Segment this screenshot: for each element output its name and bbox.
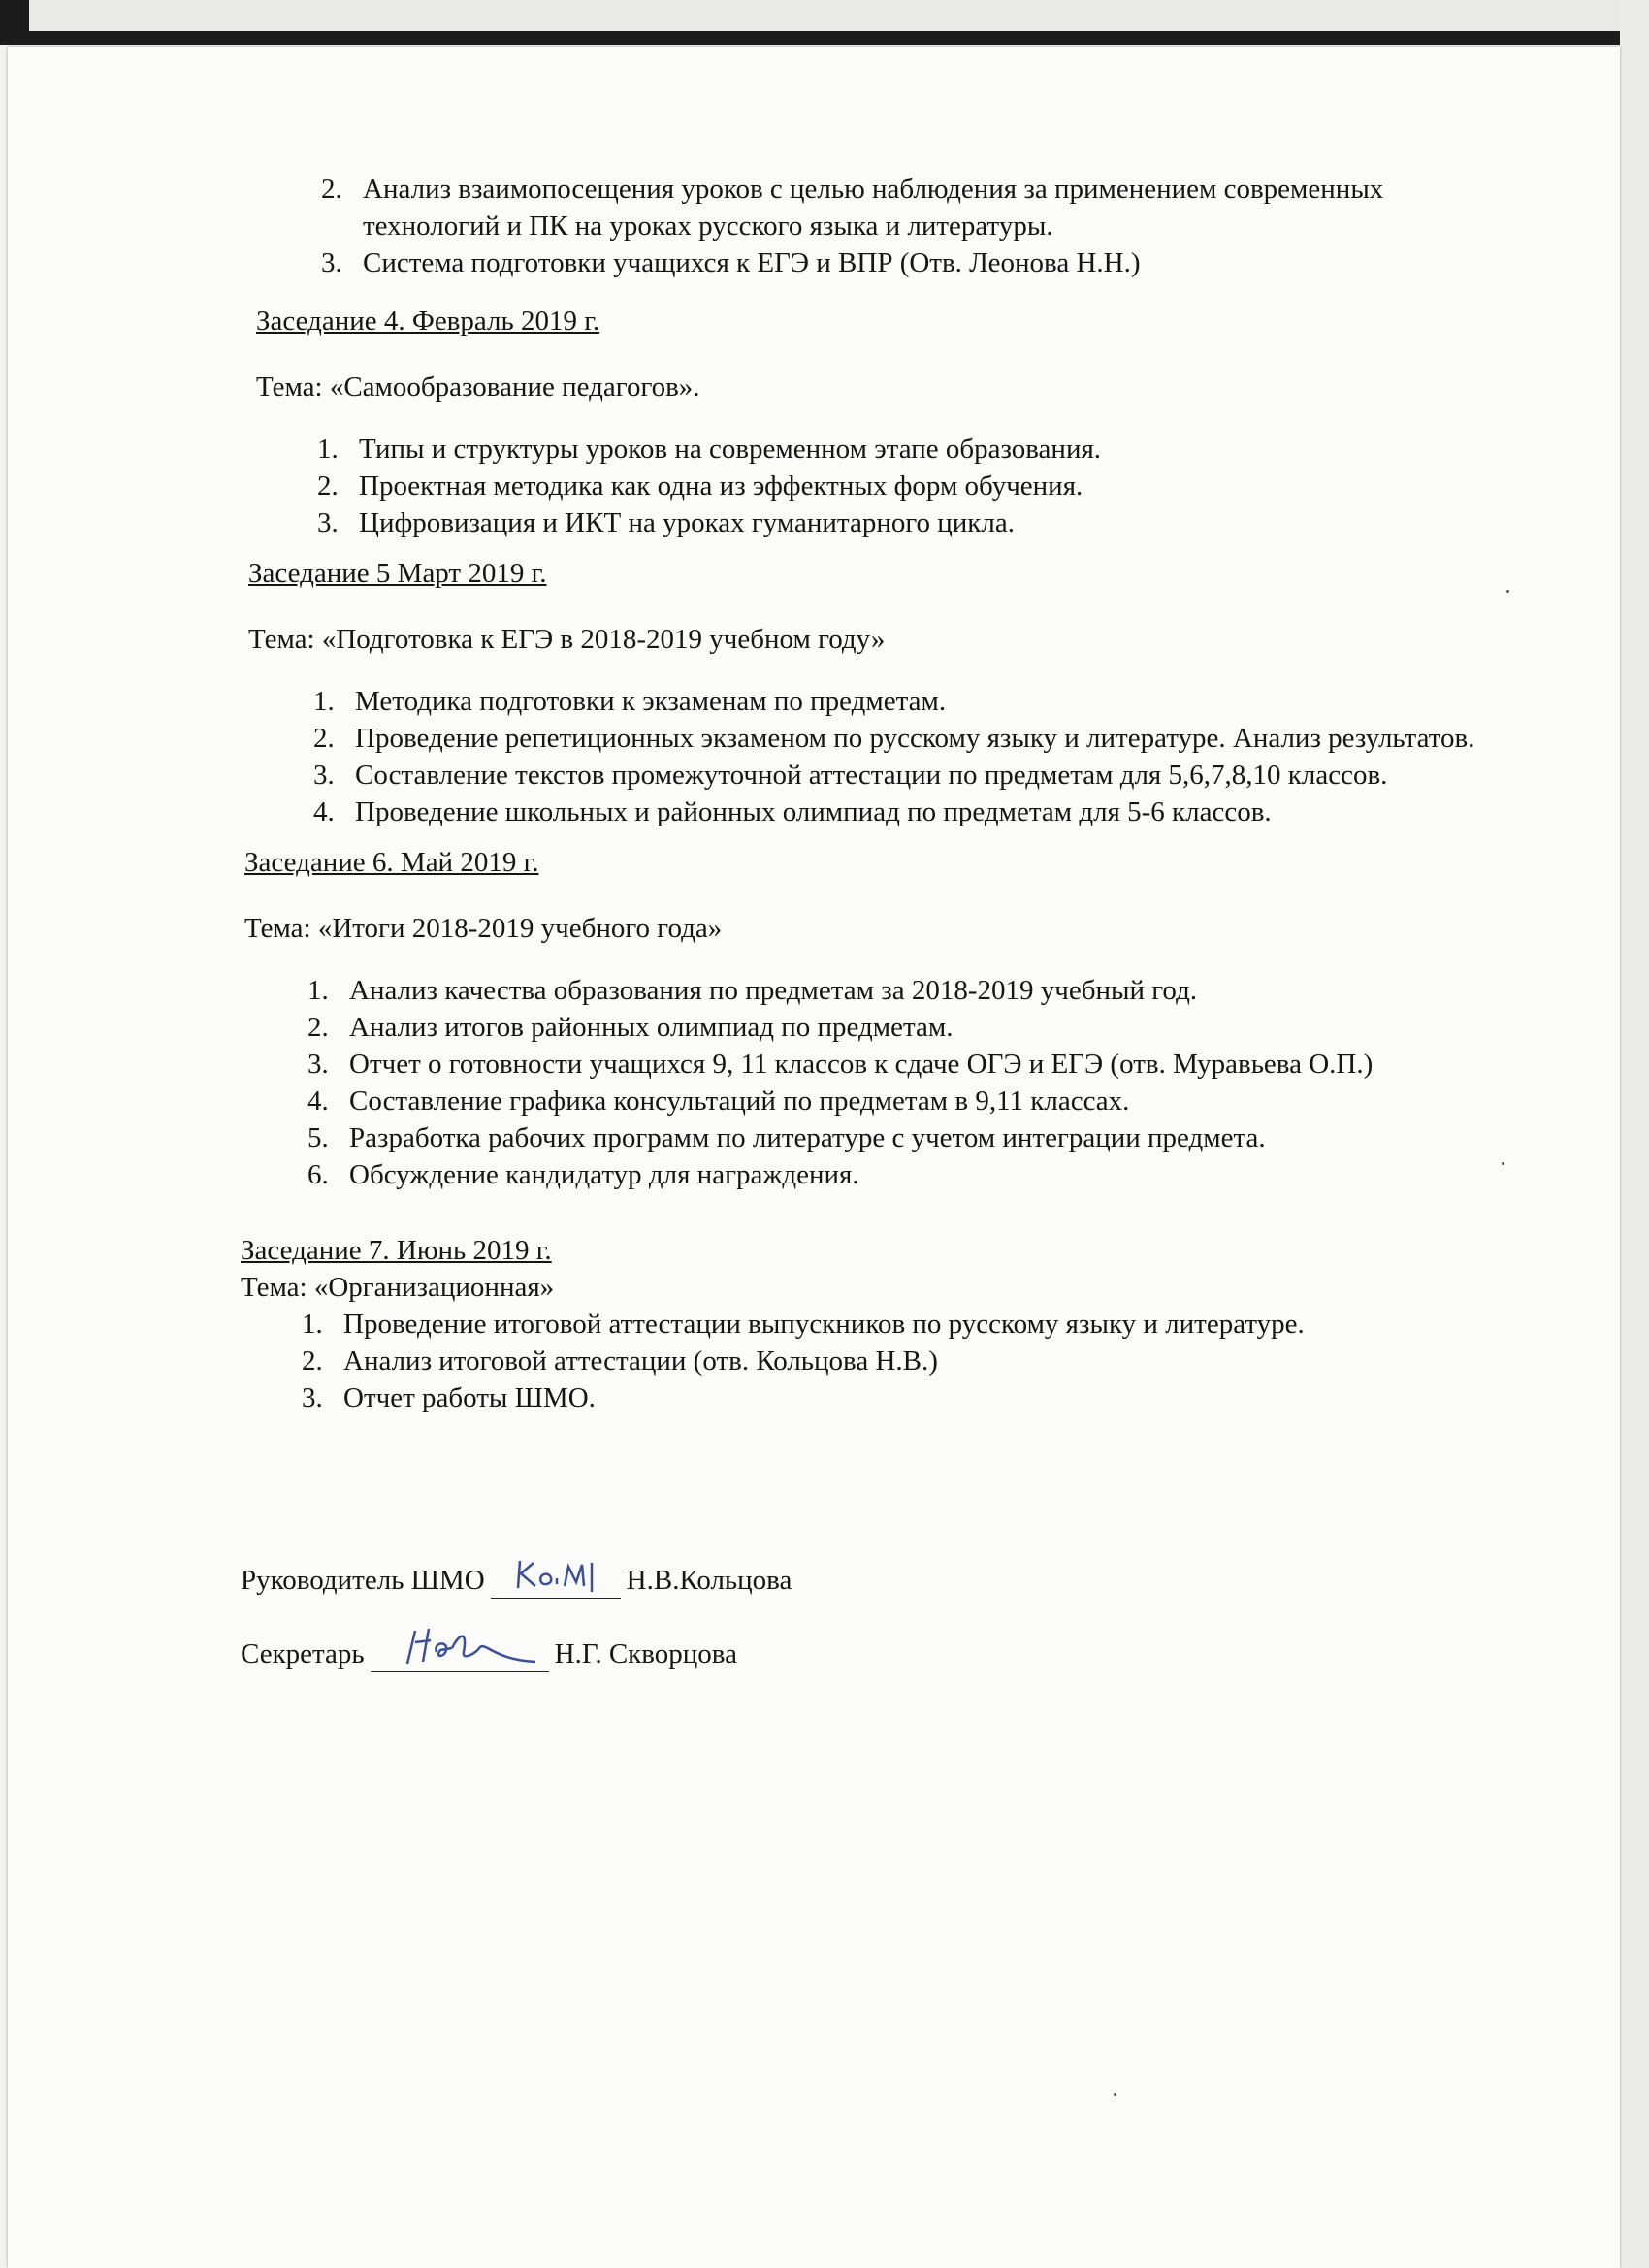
signature-handwritten-head: [491, 1565, 621, 1599]
meeting-topic: Тема: «Самообразование педагогов».: [256, 372, 700, 403]
scan-speck: [1502, 1162, 1504, 1165]
list-item: 2. Проектная методика как одна из эффектных форм обучения.: [345, 468, 1488, 504]
meeting-agenda: [235, 683, 1488, 830]
scan-border-top: [0, 0, 1649, 45]
scan-border-right: [1620, 0, 1649, 2268]
signature-handwritten-secretary: [371, 1638, 549, 1672]
list-item: 2. Анализ взаимопосещения уроков с целью наблюдения за применением современных технологий и ПК на уроках русского языка и литературы.: [349, 171, 1488, 244]
meeting-heading: Заседание 7. Июнь 2019 г.: [241, 1235, 552, 1266]
signature-name: Н.Г. Скворцова: [554, 1638, 737, 1669]
list-item: 3. Составление текстов промежуточной аттестации по предметам для 5,6,7,8,10 классов.: [341, 757, 1488, 794]
list-item: 1. Методика подготовки к экзаменам по предметам.: [341, 683, 1488, 720]
meeting-agenda: [229, 972, 1488, 1193]
list-item: 2. Проведение репетиционных экзаменом по русскому языку и литературе. Анализ результатов.: [341, 720, 1488, 757]
list-item: 3. Отчет работы ШМО.: [330, 1379, 1488, 1416]
meeting-5: [248, 555, 1488, 830]
list-item: 6. Обсуждение кандидатур для награждения.: [336, 1156, 1488, 1193]
scan-speck: [1506, 590, 1509, 593]
list-item: 3. Отчет о готовности учащихся 9, 11 классов к сдаче ОГЭ и ЕГЭ (отв. Муравьева О.П.): [336, 1046, 1488, 1083]
meeting-topic: Тема: «Организационная»: [241, 1272, 555, 1303]
signature-line-secretary: [241, 1636, 1488, 1672]
signature-line-head: [241, 1562, 1488, 1599]
list-item: 2. Анализ итогов районных олимпиад по предметам.: [336, 1009, 1488, 1046]
underlying-page-edge: [29, 0, 1620, 31]
meeting-agenda: [223, 1306, 1488, 1416]
meeting-3-agenda-continued: [242, 171, 1488, 281]
meeting-heading: Заседание 5 Март 2019 г.: [248, 558, 547, 589]
meeting-4: [256, 303, 1488, 541]
signature-name: Н.В.Кольцова: [626, 1565, 792, 1596]
signatures: [241, 1562, 1488, 1672]
list-item: 4. Составление графика консультаций по предметам в 9,11 классах.: [336, 1083, 1488, 1119]
list-item: 3. Система подготовки учащихся к ЕГЭ и ВПР (Отв. Леонова Н.Н.): [349, 244, 1488, 281]
list-item: 5. Разработка рабочих программ по литературе с учетом интеграции предмета.: [336, 1119, 1488, 1156]
signature-label: Секретарь: [241, 1638, 365, 1669]
document-body: [241, 171, 1488, 1709]
list-item: 4. Проведение школьных и районных олимпиад по предметам для 5-6 классов.: [341, 794, 1488, 830]
meeting-7: [241, 1232, 1488, 1416]
list-item: 1. Проведение итоговой аттестации выпускников по русскому языку и литературе.: [330, 1306, 1488, 1343]
list-item: 1. Анализ качества образования по предметам за 2018-2019 учебный год.: [336, 972, 1488, 1009]
meeting-6: [244, 844, 1488, 1193]
list-item: 2. Анализ итоговой аттестации (отв. Кольцова Н.В.): [330, 1343, 1488, 1379]
meeting-heading: Заседание 6. Май 2019 г.: [244, 847, 539, 878]
meeting-agenda: [239, 431, 1488, 541]
meeting-topic: Тема: «Подготовка к ЕГЭ в 2018-2019 учебном году»: [248, 624, 886, 655]
scan-speck: [1114, 2093, 1116, 2096]
list-item: 3. Цифровизация и ИКТ на уроках гуманитарного цикла.: [345, 504, 1488, 541]
meeting-topic: Тема: «Итоги 2018-2019 учебного года»: [244, 913, 723, 944]
signature-label: Руководитель ШМО: [241, 1565, 485, 1596]
meeting-heading: Заседание 4. Февраль 2019 г.: [256, 306, 600, 337]
list-item: 1. Типы и структуры уроков на современном этапе образования.: [345, 431, 1488, 468]
